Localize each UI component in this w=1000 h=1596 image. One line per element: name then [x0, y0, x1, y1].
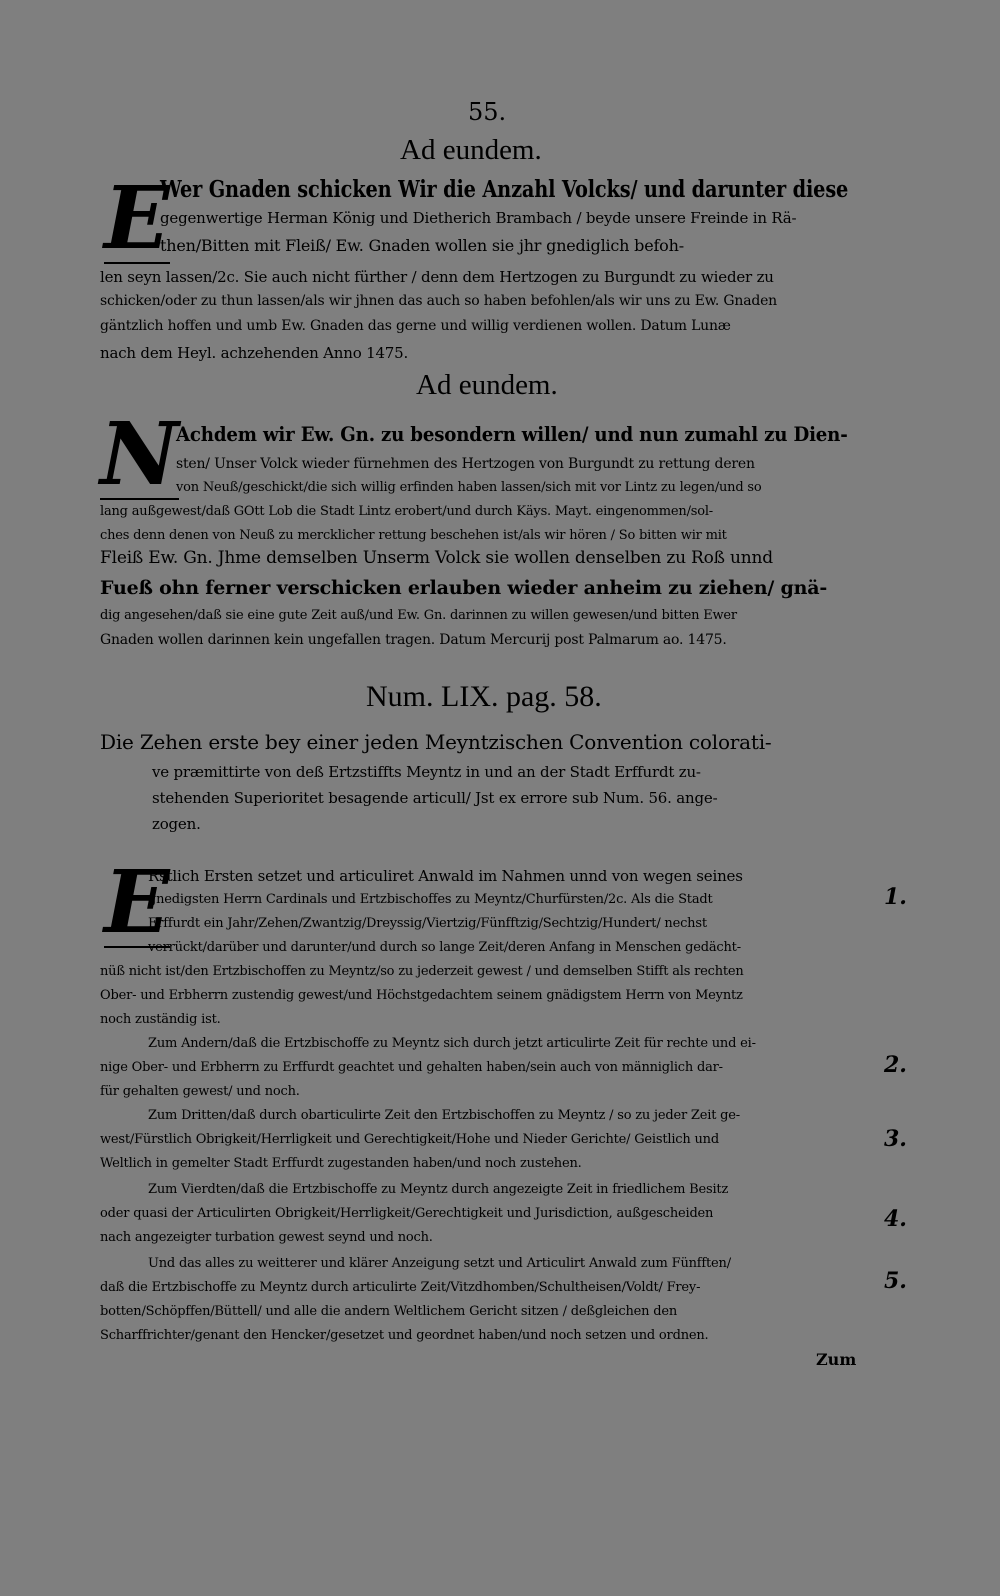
- text-line: für gehalten gewest/ und noch.: [100, 1084, 300, 1099]
- text-line: Ober- und Erbherrn zustendig gewest/und Höchstgedachtem seinem gnädigstem Herrn von Meyntz: [100, 988, 743, 1003]
- margin-number: 3.: [884, 1126, 907, 1152]
- text-line: Rstlich Ersten setzet und articuliret Anwald im Nahmen unnd von wegen seines: [148, 867, 743, 885]
- text-line: Erffurdt ein Jahr/Zehen/Zwantzig/Dreyssig/Viertzig/Fünfftzig/Sechtzig/Hundert/ nechst: [148, 916, 707, 931]
- drop-cap-initial-3: E: [104, 852, 170, 953]
- text-line: Und das alles zu weitterer und klärer Anzeigung setzt und Articulirt Anwald zum Fünfften/: [148, 1256, 731, 1271]
- text-line: Fleiß Ew. Gn. Jhme demselben Unserm Volck sie wollen denselben zu Roß unnd: [100, 548, 773, 568]
- page-number: 55.: [468, 98, 507, 126]
- text-line: len seyn lassen/2c. Sie auch nicht fürther / denn dem Hertzogen zu Burgundt zu wieder zu: [100, 268, 774, 286]
- drop-cap-initial-2: N: [100, 404, 179, 505]
- section-heading-2: Ad eundem.: [416, 369, 558, 401]
- section-heading-3: Num. LIX. pag. 58.: [366, 680, 602, 713]
- text-line: Zum Dritten/daß durch obarticulirte Zeit den Ertzbischoffen zu Meyntz / so zu jeder Zeit ge-: [148, 1108, 740, 1123]
- text-line: Scharffrichter/genant den Hencker/gesetzet und geordnet haben/und noch setzen und ordnen.: [100, 1328, 709, 1343]
- section-title-line: Die Zehen erste bey einer jeden Meyntzischen Convention colorati-: [100, 730, 772, 754]
- text-line: then/Bitten mit Fleiß/ Ew. Gnaden wollen sie jhr gnediglich befoh-: [160, 236, 684, 255]
- section-title-line: zogen.: [152, 815, 201, 833]
- margin-number: 5.: [884, 1268, 907, 1294]
- text-line: verrückt/darüber und darunter/und durch so lange Zeit/deren Anfang in Menschen gedächt-: [148, 940, 741, 955]
- drop-cap-initial-1: E: [104, 168, 170, 269]
- text-line: nige Ober- und Erbherrn zu Erffurdt geachtet und gehalten haben/sein auch von männiglich dar-: [100, 1060, 723, 1075]
- text-line: Fueß ohn ferner verschicken erlauben wieder anheim zu ziehen/ gnä-: [100, 577, 828, 599]
- margin-number: 2.: [884, 1052, 907, 1078]
- section-title-line: stehenden Superioritet besagende articull/ Jst ex errore sub Num. 56. ange-: [152, 789, 718, 807]
- margin-number: 1.: [884, 884, 907, 910]
- text-line: gegenwertige Herman König und Dietherich Brambach / beyde unsere Freinde in Rä-: [160, 209, 797, 227]
- text-line: Zum Andern/daß die Ertzbischoffe zu Meyntz sich durch jetzt articulirte Zeit für rechte und ei-: [148, 1036, 756, 1051]
- text-line: oder quasi der Articulirten Obrigkeit/Herrligkeit/Gerechtigkeit und Jurisdiction, außgescheiden: [100, 1206, 714, 1221]
- text-line: sten/ Unser Volck wieder fürnehmen des Hertzogen von Burgundt zu rettung deren: [176, 456, 755, 472]
- margin-number: 4.: [884, 1206, 907, 1232]
- section-heading-1: Ad eundem.: [400, 134, 542, 166]
- text-line: Achdem wir Ew. Gn. zu besondern willen/ und nun zumahl zu Dien-: [176, 422, 848, 446]
- text-line: nüß nicht ist/den Ertzbischoffen zu Meyntz/so zu jederzeit gewest / und demselben Stifft als rechten: [100, 964, 744, 979]
- text-line: gnedigsten Herrn Cardinals und Ertzbischoffes zu Meyntz/Churfürsten/2c. Als die Stadt: [148, 892, 713, 907]
- text-line: von Neuß/geschickt/die sich willig erfinden haben lassen/sich mit vor Lintz zu legen/und so: [176, 480, 762, 495]
- catchword: Zum: [816, 1350, 857, 1369]
- text-line: schicken/oder zu thun lassen/als wir jhnen das auch so haben befohlen/als wir uns zu Ew. Gnaden: [100, 293, 778, 309]
- section-title-line: ve præmittirte von deß Ertzstiffts Meyntz in und an der Stadt Erffurdt zu-: [152, 763, 701, 781]
- text-line: nach angezeigter turbation gewest seynd und noch.: [100, 1230, 433, 1245]
- text-line: lang außgewest/daß GOtt Lob die Stadt Lintz erobert/und durch Käys. Mayt. eingenommen/sol-: [100, 504, 713, 519]
- text-line: botten/Schöpffen/Büttell/ und alle die andern Weltlichem Gericht sitzen / deßgleichen den: [100, 1304, 678, 1319]
- text-line: Wer Gnaden schicken Wir die Anzahl Volcks/ und darunter diese: [160, 176, 849, 203]
- text-line: nach dem Heyl. achzehenden Anno 1475.: [100, 344, 409, 362]
- text-line: west/Fürstlich Obrigkeit/Herrligkeit und Gerechtigkeit/Hohe und Nieder Gerichte/ Geistlich und: [100, 1132, 719, 1147]
- text-line: Gnaden wollen darinnen kein ungefallen tragen. Datum Mercurij post Palmarum ao. 1475.: [100, 632, 727, 648]
- text-line: Zum Vierdten/daß die Ertzbischoffe zu Meyntz durch angezeigte Zeit in friedlichem Besitz: [148, 1182, 729, 1197]
- text-line: ches denn denen von Neuß zu mercklicher rettung beschehen ist/als wir hören / So bitten wir mit: [100, 528, 727, 543]
- text-line: dig angesehen/daß sie eine gute Zeit auß/und Ew. Gn. darinnen zu willen gewesen/und bitten Ewer: [100, 608, 737, 623]
- text-line: gäntzlich hoffen und umb Ew. Gnaden das gerne und willig verdienen wollen. Datum Lunæ: [100, 318, 731, 334]
- text-line: Weltlich in gemelter Stadt Erffurdt zugestanden haben/und noch zustehen.: [100, 1156, 582, 1171]
- text-line: daß die Ertzbischoffe zu Meyntz durch articulirte Zeit/Vitzdhomben/Schultheisen/Voldt/ Frey-: [100, 1280, 701, 1295]
- text-line: noch zuständig ist.: [100, 1012, 221, 1027]
